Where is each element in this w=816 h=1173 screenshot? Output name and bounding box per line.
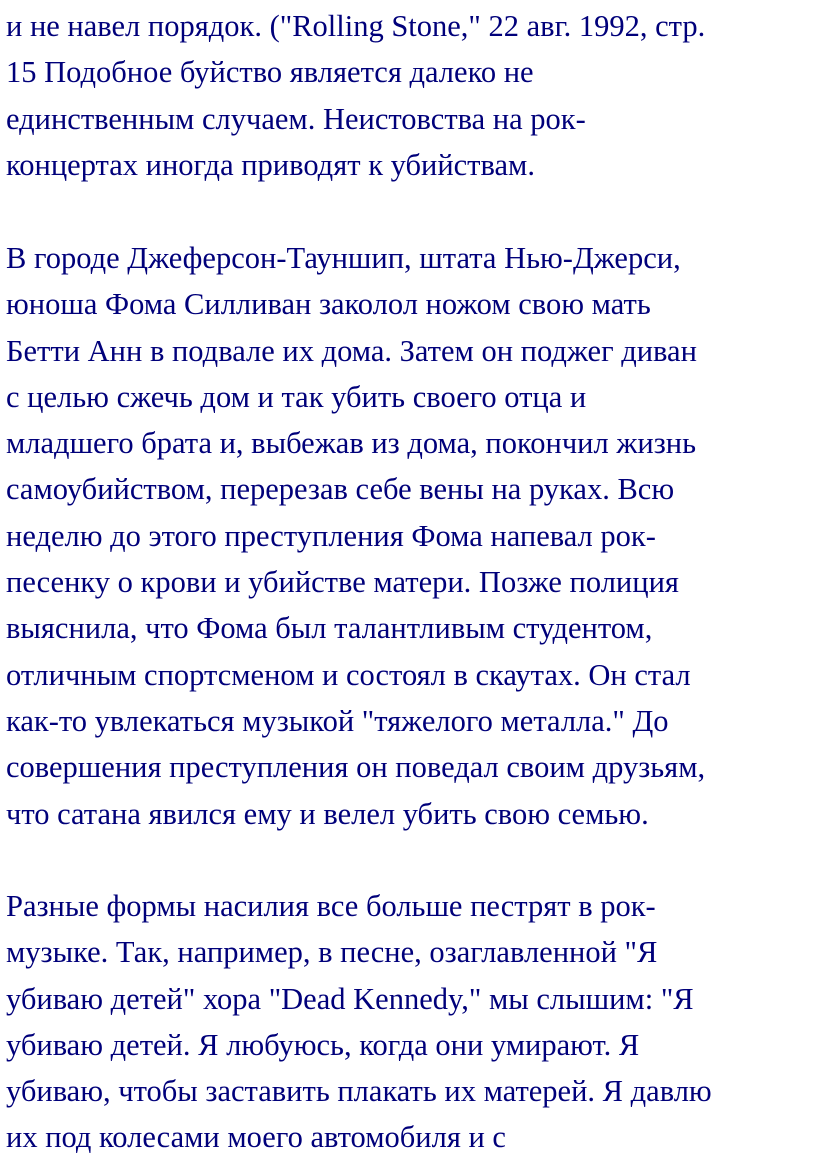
text-line: музыке. Так, например, в песне, озаглавленной "Я — [6, 935, 658, 970]
text-line: Разные формы насилия все больше пестрят в рок- — [6, 889, 656, 923]
text-line: В городе Джеферсон-Тауншип, штата Нью-Джерси, — [6, 241, 681, 275]
text-line: юноша Фома Силливан заколол ножом свою мать — [6, 287, 651, 322]
text-line: младшего брата и, выбежав из дома, покончил жизнь — [6, 426, 697, 461]
paragraph-3 — [6, 883, 712, 1161]
text-line: неделю до этого преступления Фома напевал рок- — [6, 518, 656, 553]
text-line: с целью сжечь дом и так убить своего отца и — [6, 379, 587, 414]
text-line: убиваю детей" хора "Dead Kennedy," мы слышим: "Я — [6, 981, 694, 1016]
text-line: убиваю детей. Я любуюсь, когда они умирают. Я — [6, 1027, 640, 1062]
text-line: что сатана явился ему и велел убить свою семью. — [6, 796, 649, 831]
text-line: совершения преступления он поведал своим друзьям, — [6, 750, 706, 785]
text-line: самоубийством, перерезав себе вены на руках. Всю — [6, 472, 675, 507]
text-line: выяснила, что Фома был талантливым студентом, — [6, 611, 653, 646]
text-line: и не навел порядок. ("Rolling Stone," 22 авг. 1992, стр. — [6, 9, 706, 43]
text-line: убиваю, чтобы заставить плакать их матерей. Я давлю — [6, 1074, 712, 1109]
paragraph-2 — [6, 235, 705, 837]
paragraph-1 — [6, 3, 705, 188]
text-line: как-то увлекаться музыкой "тяжелого металла." До — [6, 703, 669, 738]
text-line: концертах иногда приводят к убийствам. — [6, 147, 535, 182]
text-line: Бетти Анн в подвале их дома. Затем он поджег диван — [6, 333, 697, 368]
text-line: 15 Подобное буйство является далеко не — [6, 55, 534, 90]
text-line: единственным случаем. Неистовства на рок- — [6, 101, 586, 136]
text-line: песенку о крови и убийстве матери. Позже полиция — [6, 565, 679, 600]
text-line: их под колесами моего автомобиля и с — [6, 1120, 506, 1155]
text-line: отличным спортсменом и состоял в скаутах. Он стал — [6, 657, 691, 692]
